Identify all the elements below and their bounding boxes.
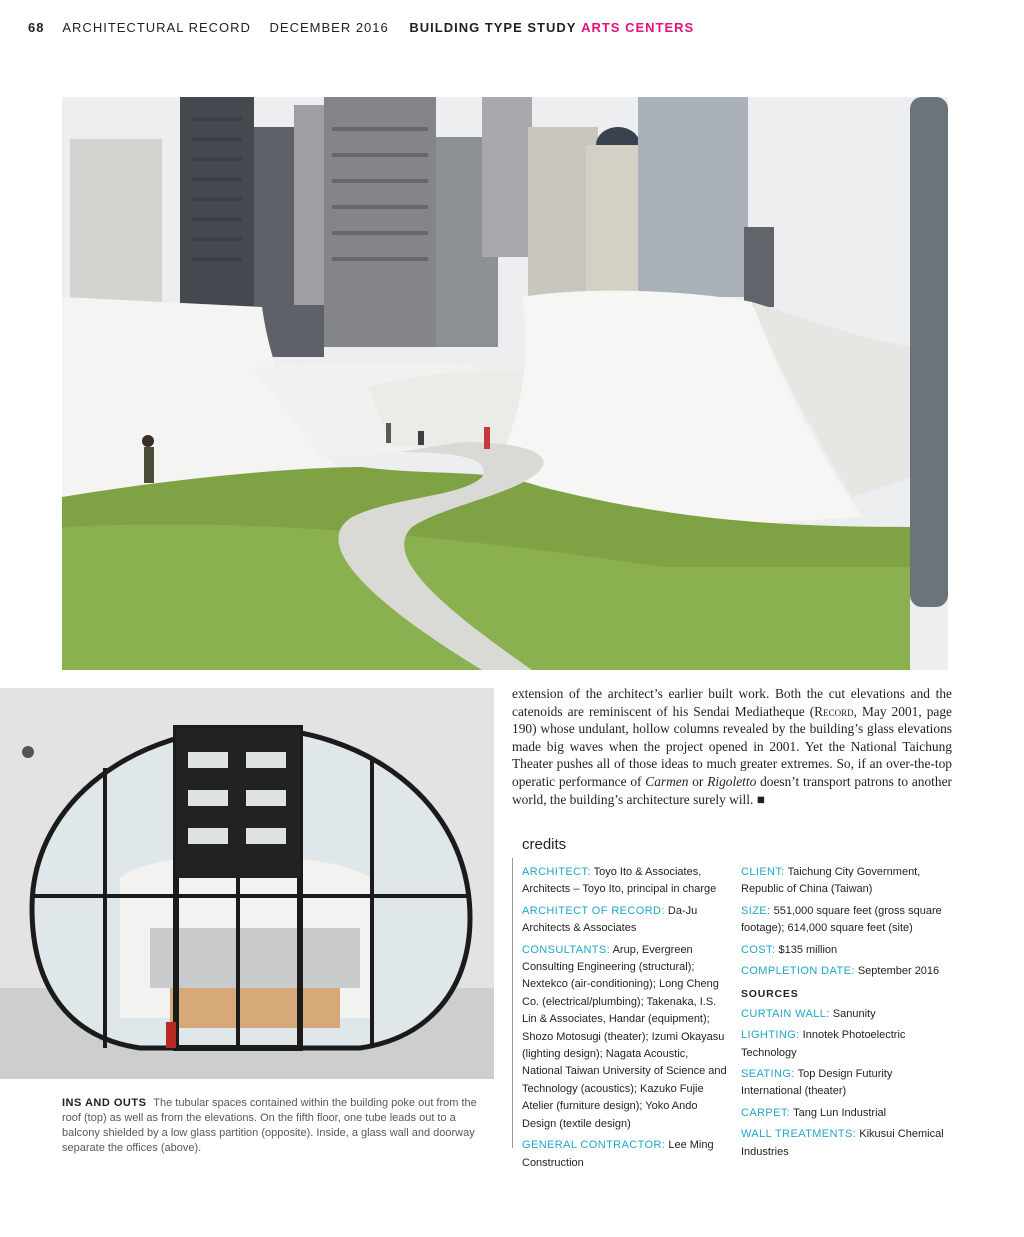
rooftop-garden-photo [62, 97, 948, 670]
source-label: LIGHTING: [741, 1029, 800, 1042]
photo-caption [62, 1096, 492, 1156]
credit-entry [522, 1137, 730, 1172]
credit-entry [741, 963, 949, 980]
source-value: Kikusui Chemical Industries [741, 1128, 944, 1158]
caption-text: The tubular spaces contained within the building poke out from the roof (top) as well as from the elevations. On the fifth floor, one tube leads out to a balcony shielded by a low glass partition (opposite). Inside, a glass wall and doorway separate the offices (above). [62, 1097, 477, 1154]
credit-value: Taichung City Government, Republic of China (Taiwan) [741, 866, 921, 896]
credit-entry [522, 942, 730, 1133]
opera-title-rigoletto: Rigoletto [707, 773, 757, 789]
credit-label: GENERAL CONTRACTOR: [522, 1139, 666, 1152]
credit-value: Lee Ming Construction [522, 1139, 714, 1169]
credit-value: Arup, Evergreen Consulting Engineering (structural); Nextekco (air-conditioning); Long Cheng Co. (electrical/plumbing); Takenaka, I.S. Lin & Associates, Handar (equipment); Shozo Motosugi (theater); Izumi Okayasu (lighting design); Nagata Acoustic, National Taiwan University of Science and Technology (acoustics); Kazuko Fujie Atelier (furniture design); Yoko Ando Design (textile design) [522, 943, 727, 1130]
caption-title: INS AND OUTS [62, 1097, 147, 1109]
source-value: Top Design Futurity International (theater) [741, 1068, 893, 1098]
publication-name: ARCHITECTURAL RECORD [62, 20, 251, 35]
body-or: or [688, 773, 708, 789]
record-reference: Record [814, 703, 854, 719]
running-header [28, 20, 694, 35]
credit-label: SIZE: [741, 904, 771, 917]
source-label: SEATING: [741, 1068, 795, 1081]
credit-value: Toyo Ito & Associates, Architects – Toyo Ito, principal in charge [522, 866, 717, 896]
credits-column-b [741, 864, 949, 1165]
credits-title: credits [522, 836, 567, 853]
source-entry [741, 1027, 949, 1062]
body-part-2: , May 2001, page 190) whose undulant, hollow columns revealed by the building’s glass elevations made big waves when the project opened in 2001. Yet the National Taichung Theater pushes all of those ideas to much greater extremes. So, if an over-the-top operatic performance of [512, 703, 952, 789]
credit-entry [522, 903, 730, 938]
interior-tube-photo [0, 688, 494, 1079]
source-entry [741, 1006, 949, 1023]
credit-label: COMPLETION DATE: [741, 965, 855, 978]
credit-entry [741, 903, 949, 938]
issue-date: DECEMBER 2016 [269, 20, 389, 35]
credit-label: ARCHITECT OF RECORD: [522, 904, 665, 917]
source-entry [741, 1066, 949, 1101]
source-label: WALL TREATMENTS: [741, 1128, 857, 1141]
sources-heading: SOURCES [741, 988, 799, 1001]
source-value: Tang Lun Industrial [793, 1106, 887, 1119]
credit-entry [522, 864, 730, 899]
credit-label: CLIENT: [741, 866, 785, 878]
credit-label: COST: [741, 943, 776, 956]
credit-entry [741, 864, 949, 899]
credits-column-a [522, 864, 730, 1176]
credit-label: CONSULTANTS: [522, 943, 611, 956]
credit-value: 551,000 square feet (gross square footage); 614,000 square feet (site) [741, 904, 942, 935]
source-value: Sanunity [832, 1007, 876, 1020]
article-body [512, 685, 952, 808]
page-number: 68 [28, 20, 45, 35]
credit-value: September 2016 [857, 965, 940, 978]
source-entry [741, 1126, 949, 1161]
credit-value: Da-Ju Architects & Associates [522, 904, 698, 935]
credit-label: ARCHITECT: [522, 866, 591, 878]
section-name: BUILDING TYPE STUDY [409, 20, 577, 35]
credit-value: $135 million [778, 943, 838, 956]
source-label: CARPET: [741, 1106, 791, 1119]
source-entry [741, 1105, 949, 1122]
source-label: CURTAIN WALL: [741, 1007, 830, 1020]
credits-divider [512, 858, 513, 1148]
section-topic: ARTS CENTERS [581, 20, 695, 35]
source-value: Innotek Photoelectric Technology [741, 1029, 906, 1059]
credit-entry [741, 942, 949, 959]
body-part-1: extension of the architect’s earlier built work. Both the cut elevations and the catenoids are reminiscent of his Sendai Mediatheque ( [512, 686, 952, 719]
body-part-3: doesn’t transport patrons to another world, the building’s architecture surely will. ■ [512, 773, 952, 807]
opera-title-carmen: Carmen [645, 773, 689, 789]
